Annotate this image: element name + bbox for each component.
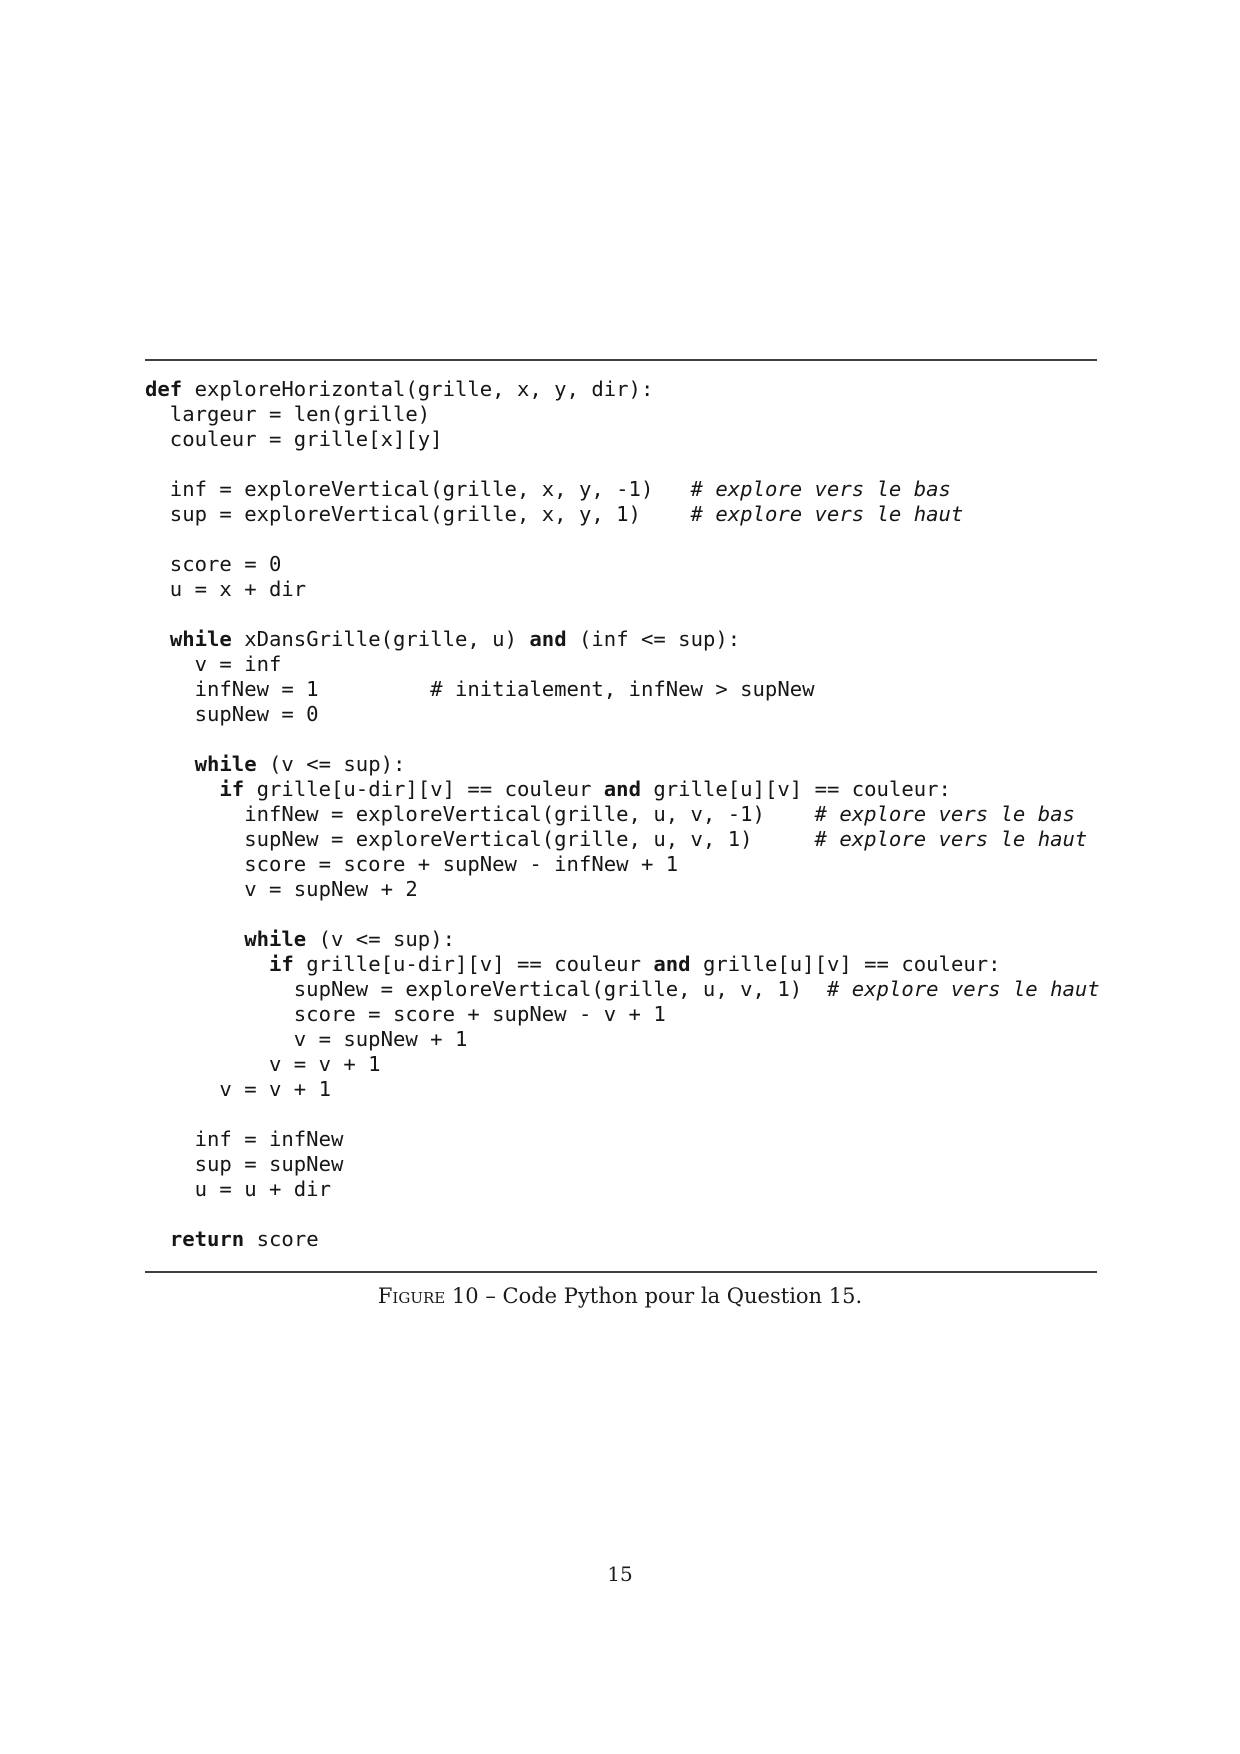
code-line [145,1152,343,1176]
code-line [145,477,951,501]
code-text: grille[u-dir][v] == couleur [293,952,654,976]
page-number: 15 [607,1562,633,1586]
figure-caption-text: Code Python pour la Question 15. [502,1284,863,1308]
code-text [145,927,244,951]
code-comment: # initialement, infNew > supNew [430,677,815,701]
code-text: (inf <= sup): [566,627,741,651]
code-line [145,827,1087,851]
code-text: (v <= sup): [256,752,406,776]
code-text: largeur = len(grille) [145,402,431,426]
code-text: score = 0 [145,552,282,576]
code-text: grille[u][v] == couleur: [690,952,1001,976]
code-text: inf = infNew [145,1127,344,1151]
code-keyword: while [169,627,232,651]
code-keyword: while [244,927,307,951]
code-line [145,702,319,726]
figure-caption-label: Figure [377,1284,446,1308]
code-keyword: while [194,752,257,776]
code-keyword: if [219,777,245,801]
code-line [145,377,653,401]
code-line [145,427,443,451]
code-line [145,977,1100,1001]
code-text: infNew = 1 [145,677,431,701]
code-comment: # explore vers le bas [814,802,1075,826]
code-text: supNew = exploreVertical(grille, u, v, 1) [145,977,827,1001]
figure-caption [0,1284,1240,1308]
code-keyword: def [145,377,183,401]
code-line [145,652,281,676]
code-text [145,752,195,776]
code-line [145,1177,331,1201]
code-comment: # explore vers le haut [690,502,964,526]
code-text: exploreHorizontal(grille, x, y, dir): [182,377,654,401]
code-text: v = v + 1 [145,1077,331,1101]
code-text: score [244,1227,319,1251]
figure-caption-separator: – [485,1284,496,1308]
figure-bottom-rule [145,1271,1097,1273]
code-comment: # explore vers le haut [826,977,1100,1001]
code-text: sup = supNew [145,1152,344,1176]
figure-caption-number: 10 [451,1284,479,1308]
code-text [145,952,269,976]
code-line [145,402,430,426]
code-line [145,1002,666,1026]
code-text: (v <= sup): [306,927,455,951]
code-text: v = supNew + 1 [145,1027,468,1051]
code-text: v = supNew + 2 [145,877,418,901]
code-line [145,1052,381,1076]
code-text: score = score + supNew - v + 1 [145,1002,666,1026]
code-text [145,777,219,801]
code-text: v = v + 1 [145,1052,381,1076]
figure-top-rule [145,359,1097,361]
code-line [145,877,418,901]
code-text [145,627,170,651]
code-line [145,752,405,776]
code-text: u = u + dir [145,1177,331,1201]
python-code-listing [145,377,1100,1252]
code-keyword: and [653,952,691,976]
code-text: inf = exploreVertical(grille, x, y, -1) [145,477,691,501]
code-comment: # explore vers le haut [814,827,1088,851]
code-line [145,1127,343,1151]
code-line [145,552,281,576]
code-keyword: return [169,1227,245,1251]
code-keyword: and [529,627,567,651]
code-line [145,502,963,526]
code-line [145,777,951,801]
code-comment: # explore vers le bas [690,477,951,501]
code-text: sup = exploreVertical(grille, x, y, 1) [145,502,691,526]
code-text: supNew = 0 [145,702,319,726]
code-line [145,627,740,651]
code-line [145,1227,319,1251]
code-text: grille[u][v] == couleur: [640,777,951,801]
code-line [145,927,455,951]
code-text: couleur = grille[x][y] [145,427,443,451]
code-text: xDansGrille(grille, u) [231,627,530,651]
code-text [145,1227,170,1251]
code-line [145,952,1001,976]
code-text: supNew = exploreVertical(grille, u, v, 1) [145,827,815,851]
code-text: u = x + dir [145,577,307,601]
code-text: infNew = exploreVertical(grille, u, v, -1) [145,802,815,826]
code-text: v = inf [145,652,282,676]
code-text: score = score + supNew - infNew + 1 [145,852,679,876]
code-keyword: if [269,952,294,976]
code-keyword: and [603,777,641,801]
code-line [145,577,306,601]
code-line [145,677,815,701]
code-line [145,802,1075,826]
code-line [145,852,678,876]
code-line [145,1077,331,1101]
code-text: grille[u-dir][v] == couleur [244,777,604,801]
code-line [145,1027,467,1051]
